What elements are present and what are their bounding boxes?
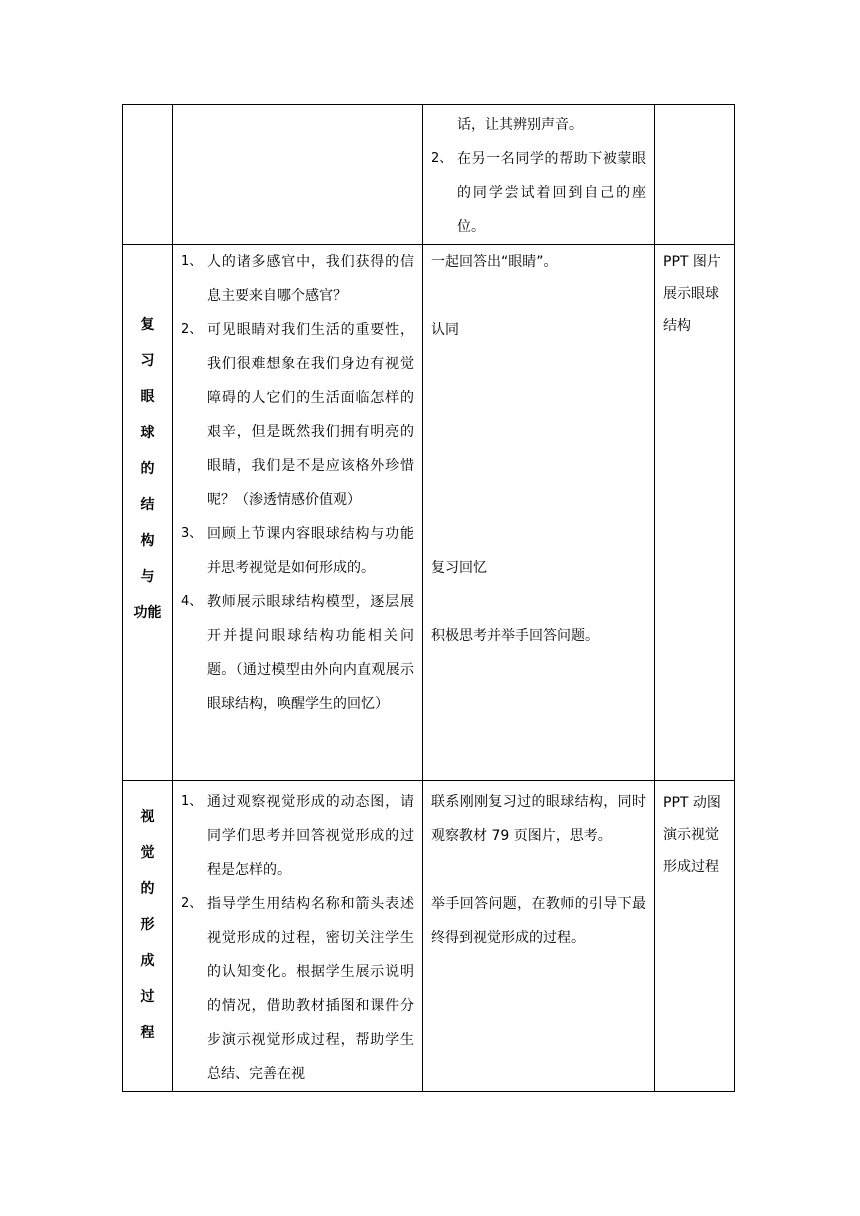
item-text: 可见眼睛对我们生活的重要性，我们很难想象在我们身边有视觉障碍的人它们的生活面临怎样的艰辛，但是既然我们拥有明亮的眼睛，我们是不是应该格外珍惜呢？（渗透情感价值观） <box>207 322 414 508</box>
item-text: 人的诸多感官中，我们获得的信息主要来自哪个感官？ <box>207 254 414 304</box>
student-activity-cell <box>423 245 655 781</box>
section-title-line: 复习 <box>140 317 165 369</box>
item-number: 2、 <box>181 896 203 911</box>
item-number: 1、 <box>181 254 203 269</box>
list-item <box>173 585 422 721</box>
list-item <box>173 245 422 313</box>
section-title-line: 眼球 <box>140 389 165 441</box>
item-text: 回顾上节课内容眼球结构与功能并思考视觉是如何形成的。 <box>207 526 414 576</box>
item-number: 4、 <box>181 594 203 609</box>
section-cell <box>123 105 173 245</box>
list-item <box>173 887 422 1091</box>
item-text: 在另一名同学的帮助下被蒙眼的同学尝试着回到自己的座位。 <box>457 151 646 235</box>
section-title-line: 的形 <box>140 881 165 933</box>
teacher-activity-cell <box>173 781 423 1092</box>
teacher-activity-cell <box>173 105 423 245</box>
media-cell <box>655 245 735 781</box>
section-title-line: 构与 <box>140 533 165 585</box>
item-number: 2、 <box>431 151 453 166</box>
section-title-line: 程 <box>140 1025 165 1041</box>
item-number: 1、 <box>181 794 203 809</box>
section-title <box>123 245 172 631</box>
item-number: 2、 <box>181 322 203 337</box>
table-row <box>123 105 735 245</box>
section-title <box>123 781 172 1051</box>
list-item <box>173 517 422 585</box>
lesson-plan-table <box>122 104 735 1092</box>
list-item <box>423 108 654 142</box>
student-response: 积极思考并举手回答问题。 <box>431 628 599 644</box>
list-item <box>423 142 654 244</box>
student-response: 举手回答问题，在教师的引导下最终得到视觉形成的过程。 <box>431 896 646 946</box>
section-cell <box>123 245 173 781</box>
item-text: 教师展示眼球结构模型，逐层展开并提问眼球结构功能相关问题。（通过模型由外向内直观展示眼球结构，唤醒学生的回忆） <box>207 594 414 712</box>
item-text: 话，让其辨别声音。 <box>457 117 583 133</box>
student-activity-cell <box>423 781 655 1092</box>
media-text: PPT 动图演示视觉形成过程 <box>663 795 721 875</box>
teacher-activity-cell <box>173 245 423 781</box>
section-title-line: 成过 <box>140 953 165 1005</box>
student-response: 认同 <box>431 322 459 338</box>
section-title-line: 功能 <box>133 605 162 621</box>
section-title-line: 视觉 <box>140 809 165 861</box>
item-text: 指导学生用结构名称和箭头表述视觉形成的过程，密切关注学生的认知变化。根据学生展示说明的情况，借助教材插图和课件分步演示视觉形成过程，帮助学生总结、完善在视 <box>207 896 414 1082</box>
media-cell <box>655 105 735 245</box>
item-text: 通过观察视觉形成的动态图，请同学们思考并回答视觉形成的过程是怎样的。 <box>207 794 414 878</box>
media-text: PPT 图片展示眼球结构 <box>663 254 721 334</box>
section-title-line: 的结 <box>140 461 165 513</box>
table-row <box>123 245 735 781</box>
media-cell <box>655 781 735 1092</box>
item-number: 3、 <box>181 526 203 541</box>
list-item <box>173 785 422 887</box>
student-response: 一起回答出“眼睛”。 <box>431 254 558 270</box>
section-cell <box>123 781 173 1092</box>
student-activity-cell <box>423 105 655 245</box>
student-response: 联系刚刚复习过的眼球结构，同时观察教材 79 页图片，思考。 <box>431 794 646 844</box>
list-item <box>173 313 422 517</box>
student-response: 复习回忆 <box>431 560 487 576</box>
table-row <box>123 781 735 1092</box>
